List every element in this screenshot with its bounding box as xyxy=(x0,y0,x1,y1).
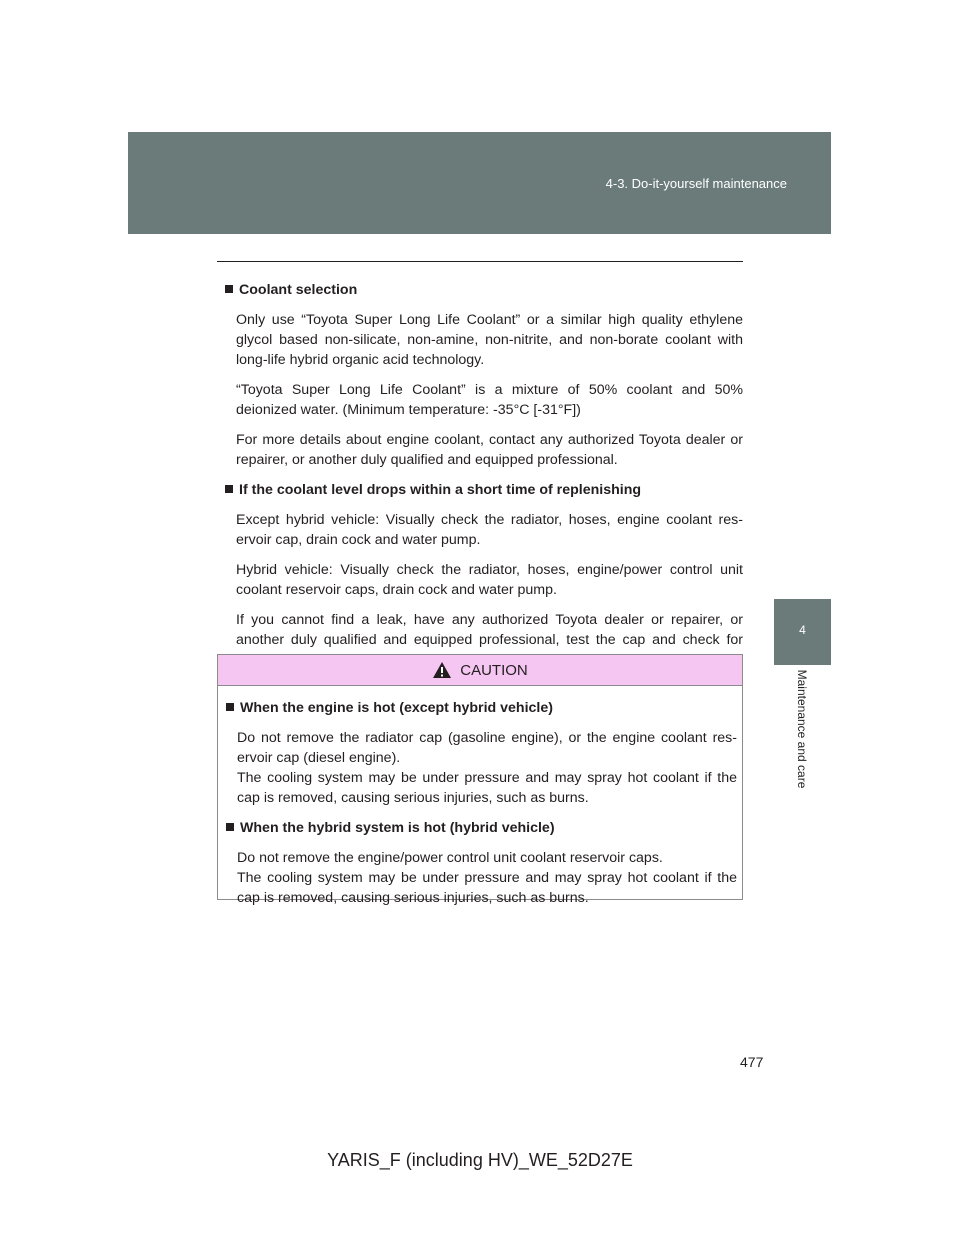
header-rule xyxy=(217,261,743,262)
section-heading: Coolant selection xyxy=(239,282,358,298)
bullet-square-icon xyxy=(226,823,234,831)
section-coolant-level-drops xyxy=(217,480,743,670)
section-heading: If the coolant level drops within a short time of replenishing xyxy=(239,482,642,498)
paragraph: If you cannot find a leak, have any authorized Toyota dealer or repairer, or another duly qualified and equipped professional, test the cap and check for xyxy=(236,612,743,648)
chapter-label-container xyxy=(793,669,811,789)
section-coolant-selection xyxy=(217,280,743,470)
caution-heading: When the engine is hot (except hybrid vehicle) xyxy=(240,700,553,716)
chapter-number: 4 xyxy=(799,623,806,637)
caution-header xyxy=(218,655,742,686)
header-bar xyxy=(128,132,831,234)
paragraph: Hybrid vehicle: Visually check the radiator, hoses, engine/power control unit coolant reservoir caps, drain cock and water pump. xyxy=(236,562,743,598)
caution-heading: When the hybrid system is hot (hybrid vehicle) xyxy=(240,820,555,836)
main-content xyxy=(217,280,743,680)
paragraph: For more details about engine coolant, contact any authorized Toyota dealer or repairer, or another duly qualified and equipped professional. xyxy=(236,432,743,468)
section-title: 4-3. Do-it-yourself maintenance xyxy=(605,176,787,191)
chapter-label: Maintenance and care xyxy=(795,669,809,789)
caution-title: CAUTION xyxy=(460,661,528,679)
caution-paragraph: Do not remove the engine/power control unit coolant reservoir caps. The cooling system may be under pressure and may spray hot coolant if the cap is removed, causing serious injuries, such as burns. xyxy=(237,850,737,906)
document-id: YARIS_F (including HV)_WE_52D27E xyxy=(327,1150,633,1170)
paragraph: Except hybrid vehicle: Visually check the radiator, hoses, engine coolant res-ervoir cap, drain cock and water pump. xyxy=(236,512,743,548)
paragraph: Only use “Toyota Super Long Life Coolant” or a similar high quality ethylene glycol based non-silicate, non-amine, non-nitrite, and non-borate coolant with long-life hybrid organic acid technology. xyxy=(236,312,743,368)
warning-triangle-icon xyxy=(432,661,452,679)
caution-box xyxy=(217,654,743,906)
caution-paragraph: Do not remove the radiator cap (gasoline engine), or the engine coolant res-ervoir cap (diesel engine). The cooling system may be under pressure and may spray hot coolant if the cap is removed, causing serious injuries, such as burns. xyxy=(237,730,737,806)
chapter-tab xyxy=(774,599,831,665)
bullet-square-icon xyxy=(225,485,233,493)
bullet-square-icon xyxy=(226,703,234,711)
page-number: 477 xyxy=(740,1054,764,1070)
caution-body xyxy=(218,686,742,908)
bullet-square-icon xyxy=(225,285,233,293)
paragraph: “Toyota Super Long Life Coolant” is a mixture of 50% coolant and 50% deionized water. (Minimum temperature: -35°C [-31°F]) xyxy=(236,382,743,418)
